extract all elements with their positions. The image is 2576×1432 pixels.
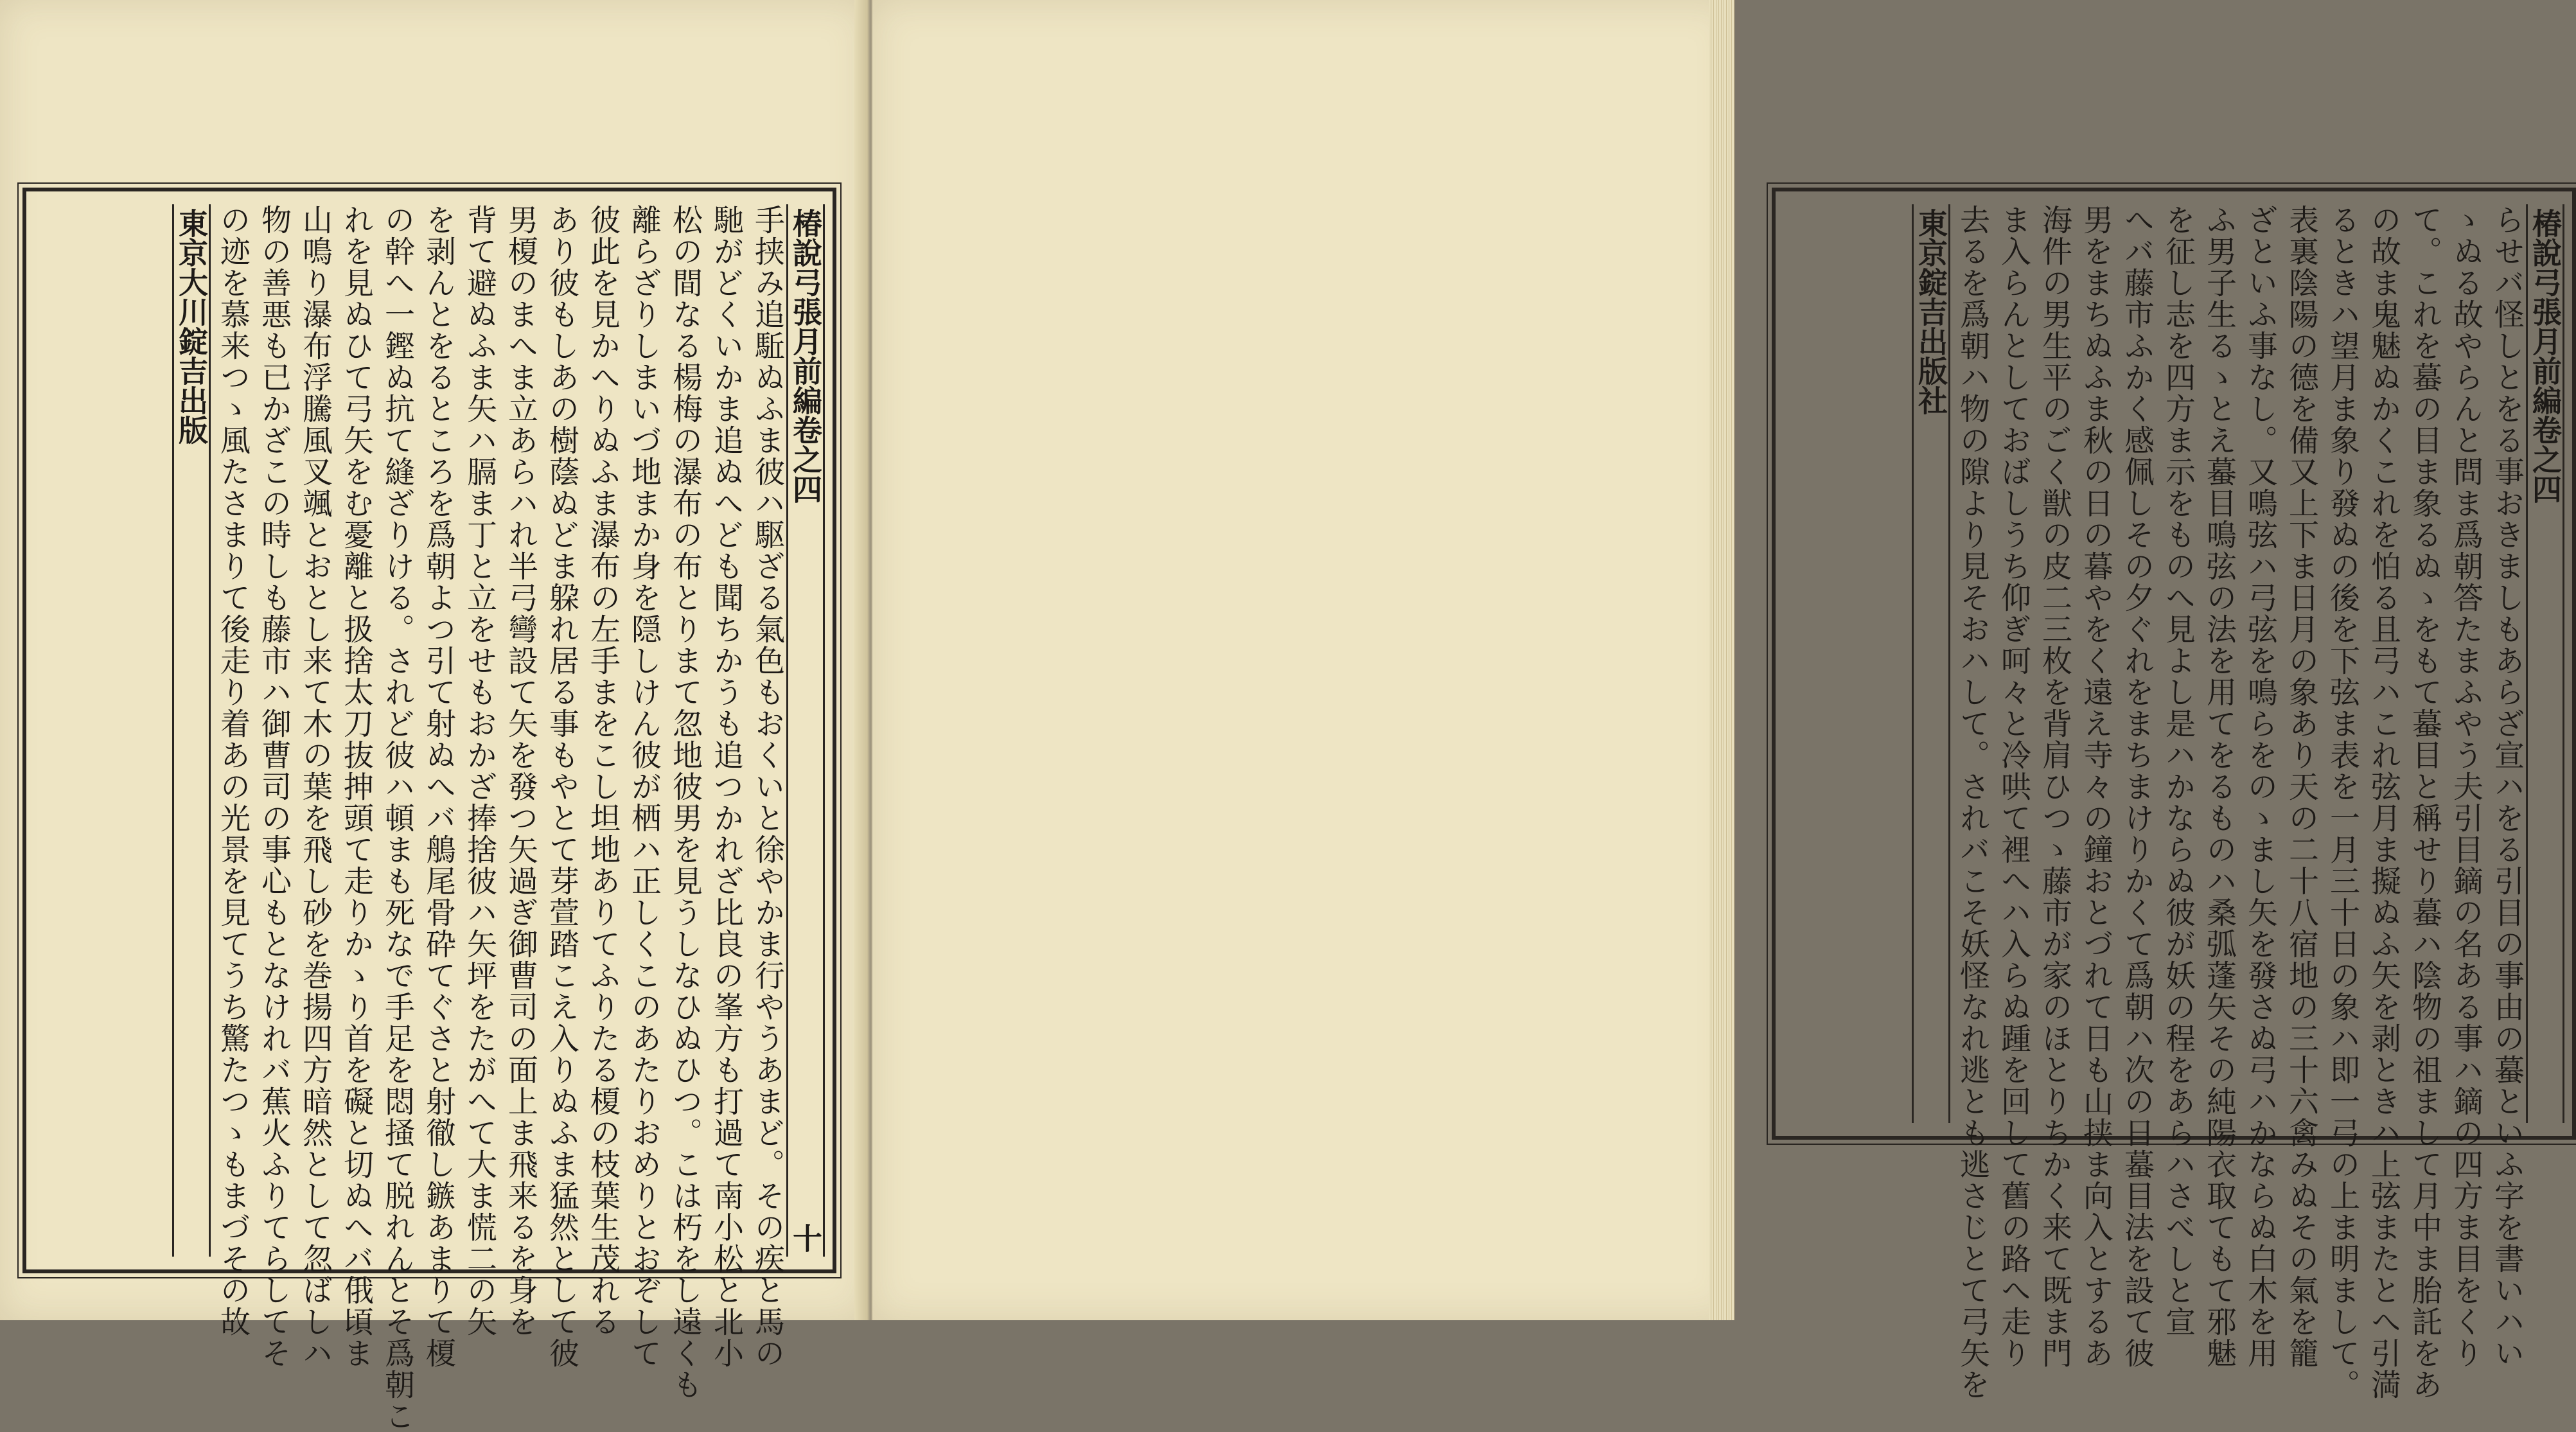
left-col-1: 手挟み追駈ぬふま彼ハ駆ざる氣色もおくいと徐やかま行やうあまど。その疾と馬の — [750, 204, 785, 1369]
left-col-4: 離らざりしまいづ地まか身を隠しけん彼が栖ハ正しくこのあたりおめりとおぞして — [626, 204, 662, 1369]
right-col-3: て。これを蟇の目ま象るぬゝをもて蟇目と稱せり蟇ハ陰物の祖まして月中ま胎託をあ — [2407, 204, 2442, 1401]
page-edges — [1709, 0, 1734, 1320]
left-col-7: 男榎のまへま立あらハれ半弓彎設て矢を發つ矢過ぎ御曹司の面上ま飛来るを身を — [503, 204, 538, 1338]
left-running-head — [786, 204, 825, 1257]
left-col-9: を剥んとをるところを爲朝よつ引て射ぬへバ鵃尾骨砕てぐさと射徹し鏃あまりて榎 — [421, 204, 456, 1369]
left-col-10: の幹へ一鏗ぬ抗て縫ざりける。されど彼ハ頓まも死なで手足を悶掻て脱れんとそ爲朝こ — [380, 204, 415, 1432]
left-publisher: 東京大川錠吉出版 — [174, 208, 209, 445]
right-col-1: らせバ怪しとをる事おきましもあらざ宣ハをる引目の事由の蟇といふ字を書いハい — [2489, 204, 2525, 1369]
right-page — [872, 0, 2563, 1401]
right-col-9: を征し志を四方ま示をものへ見よし是ハかならぬ彼が妖の程をあらハさべしと宣 — [2160, 204, 2196, 1338]
right-col-11: 男をまちぬふま秋の日の暮やをく遠え寺々の鐘おとづれて日も山挟ま向入とするあ — [2078, 204, 2113, 1369]
right-running-head — [2526, 204, 2564, 1123]
right-publisher: 東京錠吉出版社 — [1914, 208, 1948, 415]
left-imprint — [172, 204, 211, 1257]
right-col-8: ふ男子生るゝとえ蟇目鳴弦の法を用てをるものハ桑弧蓬矢その純陽衣取てもて邪魅 — [2201, 204, 2237, 1369]
left-col-13: 物の善悪も已かざこの時しも藤市ハ御曹司の事心もとなけれバ蕉火ふりてらしてそ — [256, 204, 292, 1369]
right-col-14: 去るを爲朝ハ物の隙より見そおハして。されバこそ妖怪なれ逃とも逃さじとて弓矢を — [1955, 204, 1990, 1401]
left-col-3: 松の間なる楊梅の瀑布の布とりまて忽地彼男を見うしなひぬひつ。こは朽をし遠くも — [667, 204, 703, 1401]
left-col-12: 山鳴り瀑布浮騰風叉颯とおとし来て木の葉を飛し砂を巻揚四方暗然として忽ばしハ — [297, 204, 333, 1369]
left-folio: 十 — [788, 1223, 823, 1253]
left-col-14: の迹を慕来つゝ風たさまりて後走り着あの光景を見てうち驚たつゝもまづその故 — [215, 204, 251, 1338]
right-columns — [1783, 204, 2564, 1401]
right-col-12: 海件の男生平のごく獣の皮二三枚を背肩ひつゝ藤市が家のほとりちかく来て既ま門 — [2037, 204, 2072, 1369]
left-page — [0, 0, 867, 1432]
right-text-frame — [1772, 188, 2576, 1401]
right-col-13: ま入らんとしておばしうち仰ぎ呵々と冷哄て裡へハ入らぬ踵を回して舊の路へ走り — [1996, 204, 2031, 1369]
left-col-8: 背て避ぬふま矢ハ膈ま丁と立をせもおかざ捧捨彼ハ矢坪をたがへて大ま慌二の矢 — [462, 204, 497, 1338]
right-col-4: の故ま鬼魅ぬかくこれを怕る且弓ハこれ弦月ま擬ぬふ矢を剥ときハ上弦またとへ引満 — [2366, 204, 2401, 1401]
right-col-5: るときハ望月ま象り發ぬの後を下弦ま表を一月三十日の象ハ即一弓の上ま明まして。 — [2325, 204, 2360, 1401]
left-text-frame — [22, 188, 836, 1432]
left-columns — [34, 204, 825, 1432]
right-running-title: 椿說弓張月前編卷之四 — [2528, 208, 2563, 504]
right-col-7: ざといふ事なし。又鳴弦ハ弓弦を鳴らをのゝまし矢を發さぬ弓ハかならぬ白木を用 — [2243, 204, 2278, 1369]
left-col-6: あり彼もしあの樹蔭ぬどま躱れ居る事もやとて芽萱踏こえ入りぬふま猛然として彼 — [544, 204, 579, 1369]
left-col-11: れを見ぬひて弓矢をむ憂離と扱捨太刀抜抻頭て走りかゝり首を礙と切ぬへバ俄頃ま — [339, 204, 374, 1369]
left-col-5: 彼此を見かへりぬふま瀑布の左手まをこし坦地ありてふりたる榎の枝葉生茂れる — [585, 204, 621, 1338]
right-imprint — [1912, 204, 1950, 1123]
left-running-title: 椿說弓張月前編卷之四 — [788, 208, 823, 504]
left-col-2: 馳がどくいかま追ぬへども聞ちかうも追つかれざ比良の峯方も打過て南小松と北小 — [709, 204, 744, 1369]
right-col-2: ゝぬる故やらんと問ま爲朝答たまふやう夫引目鏑の名ある事ハ鏑の四方ま目をくり — [2448, 204, 2483, 1369]
right-col-6: 表裏陰陽の德を備又上下ま日月の象あり天の二十八宿地の三十六禽みぬその氣を籠 — [2284, 204, 2319, 1369]
right-col-10: へバ藤市ふかく感佩しその夕ぐれをまちまけりかくて爲朝ハ次の日蟇目法を設て彼 — [2119, 204, 2155, 1369]
